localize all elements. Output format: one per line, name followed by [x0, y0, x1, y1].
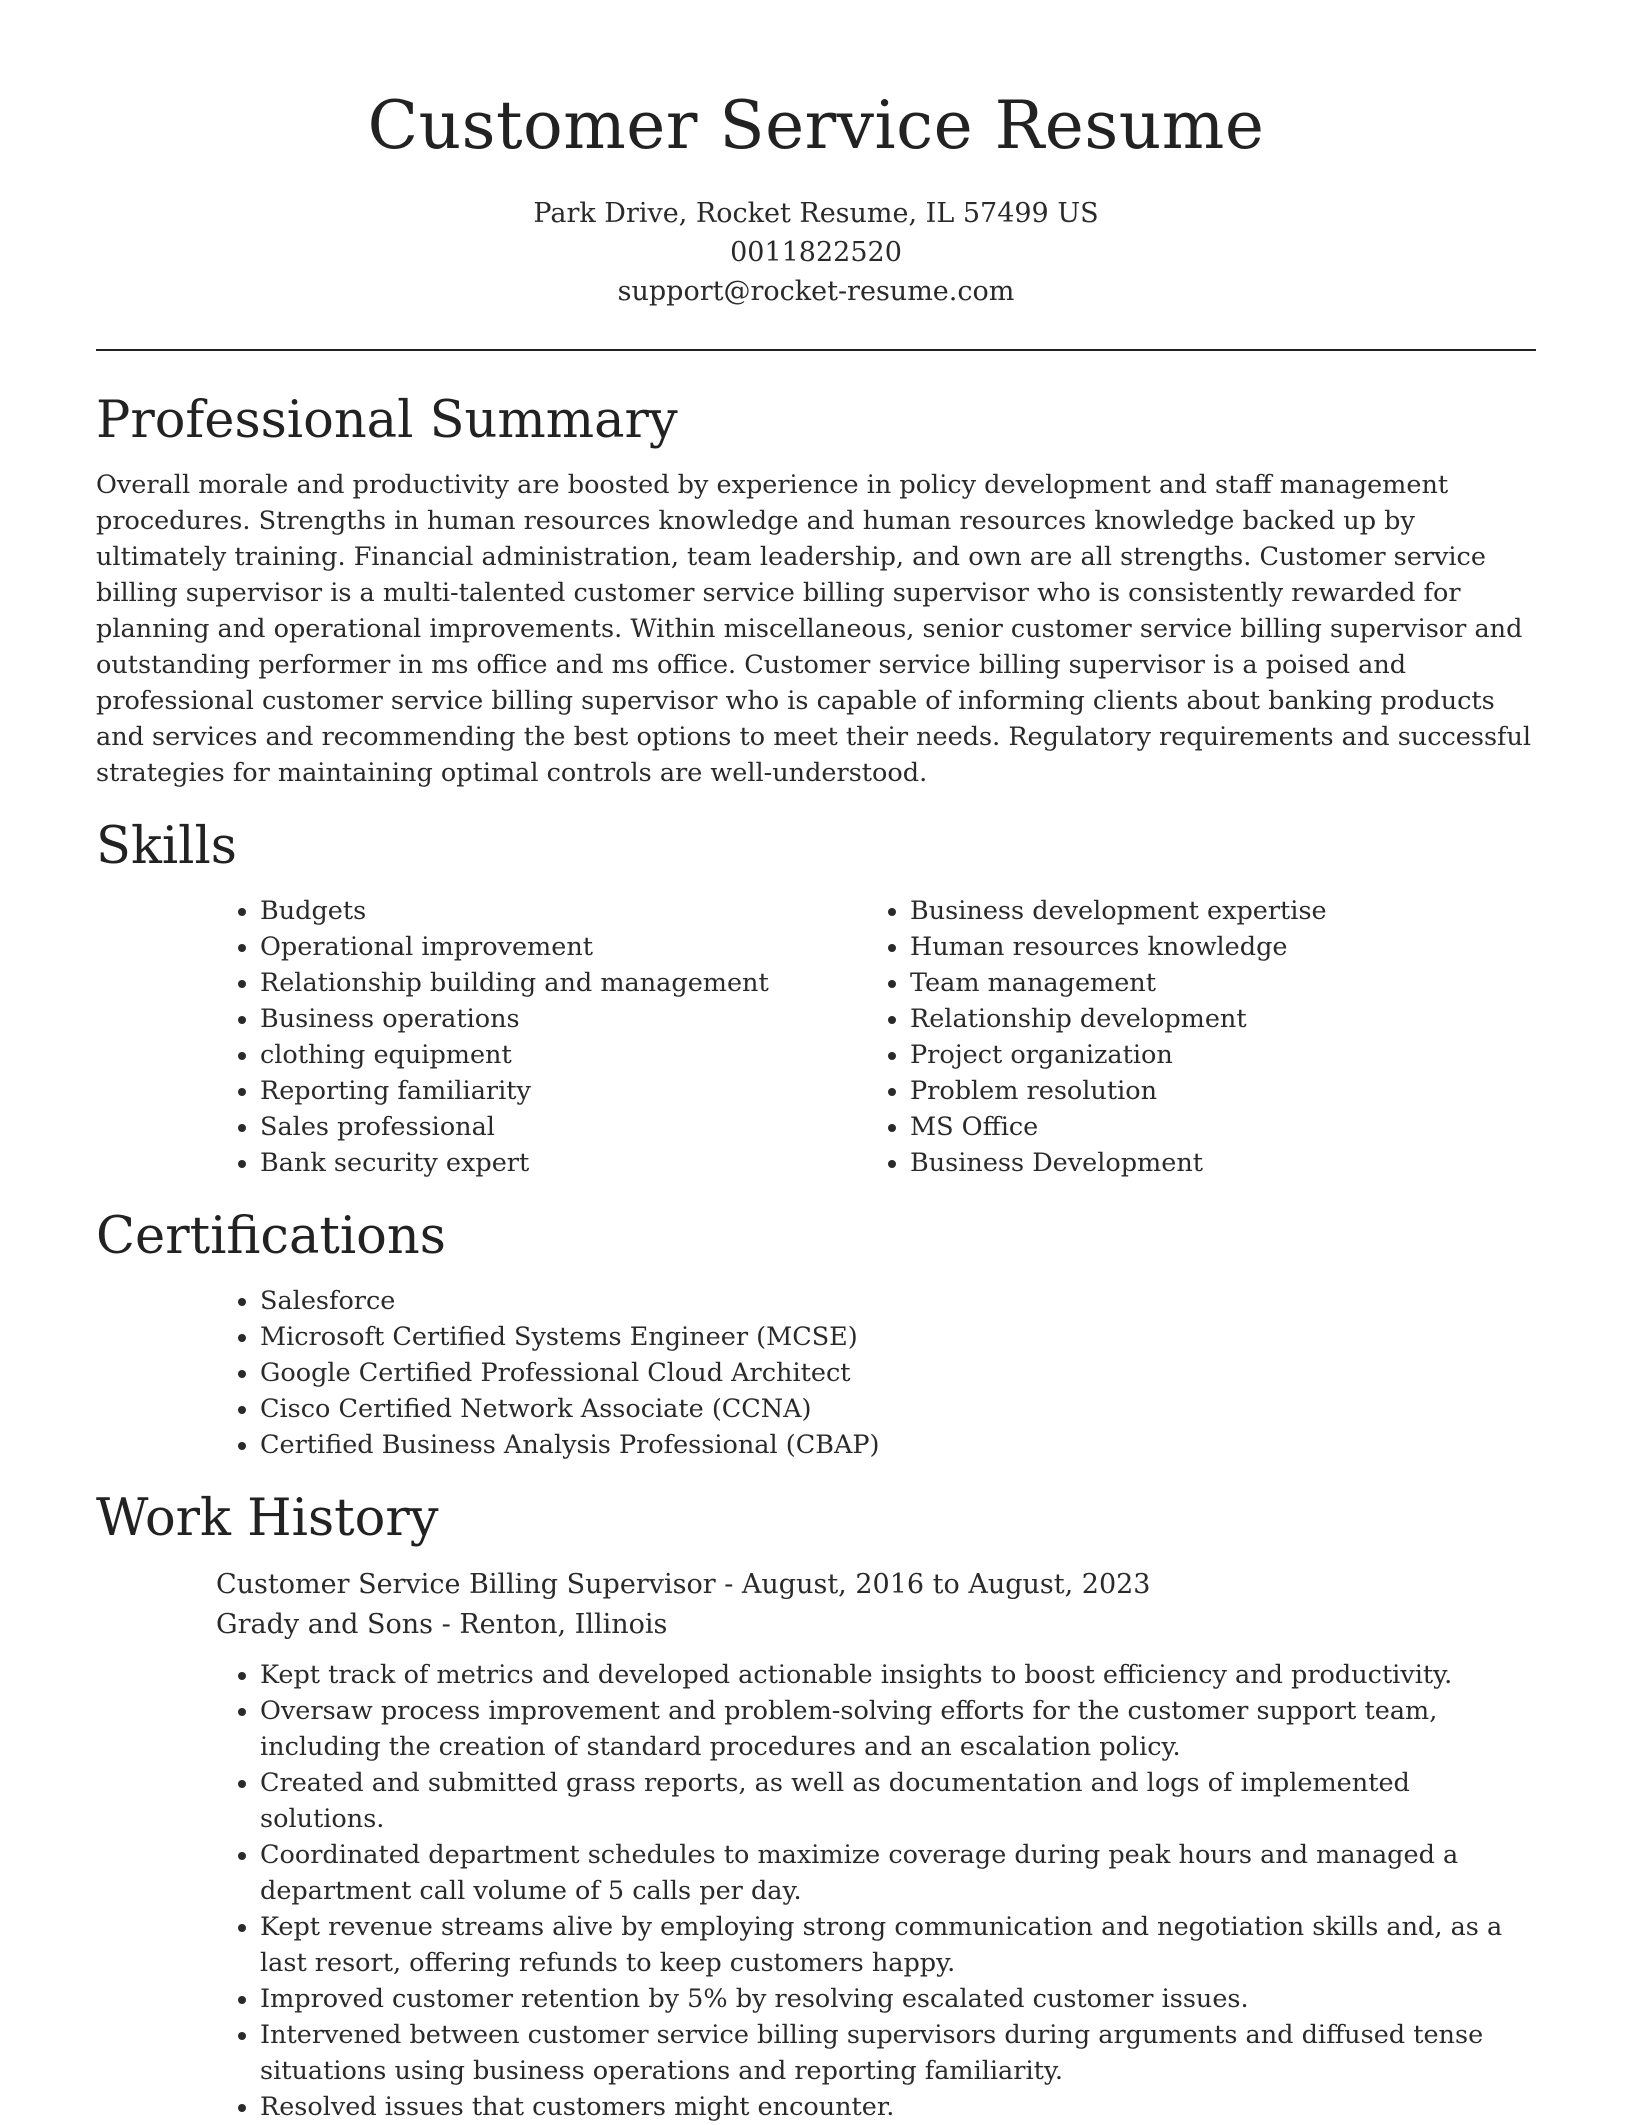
work-history-heading: Work History [96, 1489, 439, 1548]
skill-item: • Team management [910, 965, 1516, 1001]
skill-item: • Operational improvement [260, 929, 866, 965]
skill-item: • Relationship development [910, 1001, 1516, 1037]
skill-item: • Relationship building and management [260, 965, 866, 1001]
skill-item: • Budgets [260, 893, 866, 929]
skills-grid [216, 893, 1536, 1181]
skills-list-right [866, 893, 1516, 1181]
skill-item: • Problem resolution [910, 1073, 1516, 1109]
skill-item: • Sales professional [260, 1109, 866, 1145]
skills-column-right [866, 893, 1516, 1181]
certifications-heading: Certifications [96, 1207, 446, 1266]
job-duty-item: • Kept revenue streams alive by employing strong communication and negotiation skills and, as a last resort, offering refunds to keep customers happy. [260, 1909, 1536, 1981]
skills-column-left [216, 893, 866, 1181]
job-title: Customer Service Billing Supervisor - August, 2016 to August, 2023 [216, 1569, 1151, 1600]
certification-item: • Google Certified Professional Cloud Architect [260, 1355, 1536, 1391]
header-divider [96, 349, 1536, 351]
certifications-section [96, 1205, 1536, 1463]
summary-section [96, 389, 1536, 791]
job-duty-item: • Kept track of metrics and developed actionable insights to boost efficiency and productivity. [260, 1657, 1536, 1693]
contact-phone: 0011822520 [730, 237, 902, 268]
summary-text: Overall morale and productivity are boosted by experience in policy development and staff management procedures. Strengths in human resources knowledge and human resources knowledge backed up by ultimately training. Financial administration, team leadership, and own are all strengths. Customer service billing supervisor is a multi-talented customer service billing supervisor who is consistently rewarded for planning and operational improvements. Within miscellaneous, senior customer service billing supervisor and outstanding performer in ms office and ms office. Customer service billing supervisor is a poised and professional customer service billing supervisor who is capable of informing clients about banking products and services and recommending the best options to meet their needs. Regulatory requirements and successful strategies for maintaining optimal controls are well-understood. [96, 470, 1532, 788]
summary-heading: Professional Summary [96, 391, 678, 450]
job-duty-item: • Resolved issues that customers might encounter. [260, 2089, 1536, 2125]
work-history-section [96, 1487, 1536, 2125]
skill-item: • Bank security expert [260, 1145, 866, 1181]
certification-item: • Microsoft Certified Systems Engineer (MCSE) [260, 1319, 1536, 1355]
skill-item: • Reporting familiarity [260, 1073, 866, 1109]
job-duty-item: • Created and submitted grass reports, as well as documentation and logs of implemented solutions. [260, 1765, 1536, 1837]
resume-header [96, 0, 1536, 311]
skill-item: • clothing equipment [260, 1037, 866, 1073]
skills-section [96, 815, 1536, 1181]
skill-item: • Business operations [260, 1001, 866, 1037]
job-duty-item: • Improved customer retention by 5% by resolving escalated customer issues. [260, 1981, 1536, 2017]
contact-email: support@rocket-resume.com [617, 276, 1015, 307]
skill-item: • Project organization [910, 1037, 1516, 1073]
job-duties-list [216, 1657, 1536, 2125]
certification-item: • Salesforce [260, 1283, 1536, 1319]
job-company: Grady and Sons - Renton, Illinois [216, 1609, 668, 1640]
job-entry [216, 1565, 1536, 2125]
skills-list-left [216, 893, 866, 1181]
certifications-body [216, 1283, 1536, 1463]
certification-item: • Cisco Certified Network Associate (CCNA) [260, 1391, 1536, 1427]
skill-item: • Business development expertise [910, 893, 1516, 929]
resume-title: Customer Service Resume [367, 87, 1265, 164]
contact-info [96, 194, 1536, 311]
contact-address: Park Drive, Rocket Resume, IL 57499 US [533, 198, 1099, 229]
job-duty-item: • Intervened between customer service billing supervisors during arguments and diffused tense situations using business operations and reporting familiarity. [260, 2017, 1536, 2089]
job-duty-item: • Coordinated department schedules to maximize coverage during peak hours and managed a department call volume of 5 calls per day. [260, 1837, 1536, 1909]
certification-item: • Certified Business Analysis Professional (CBAP) [260, 1427, 1536, 1463]
resume-page [96, 0, 1536, 2125]
skill-item: • Human resources knowledge [910, 929, 1516, 965]
job-duty-item: • Oversaw process improvement and problem-solving efforts for the customer support team, including the creation of standard procedures and an escalation policy. [260, 1693, 1536, 1765]
skill-item: • MS Office [910, 1109, 1516, 1145]
skills-heading: Skills [96, 817, 237, 876]
certifications-list [216, 1283, 1536, 1463]
skill-item: • Business Development [910, 1145, 1516, 1181]
